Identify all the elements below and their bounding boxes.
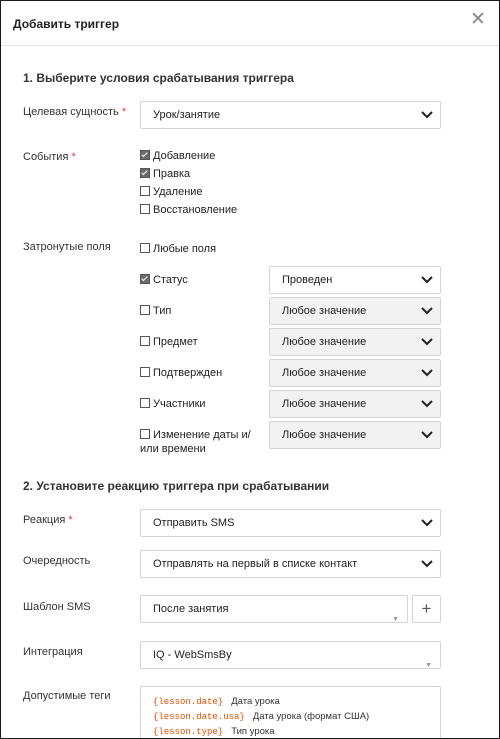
section-2-title: 2. Установите реакцию триггера при срабатывании (23, 479, 330, 493)
field-subject-checkbox[interactable]: Предмет (140, 336, 198, 348)
target-entity-label: Целевая сущность * (23, 106, 127, 118)
event-edit-checkbox[interactable]: Правка (140, 168, 190, 180)
order-label: Очередность (23, 555, 91, 567)
checkbox-box[interactable] (140, 243, 150, 253)
field-confirmed-select[interactable]: Любое значение (269, 359, 441, 387)
integration-label: Интеграция (23, 646, 83, 658)
field-type-select[interactable]: Любое значение (269, 297, 441, 325)
dialog-title: Добавить триггер (13, 17, 120, 31)
chevron-down-icon (421, 400, 433, 408)
checkbox-box[interactable] (140, 398, 150, 408)
tags-label: Допустимые теги (23, 690, 111, 702)
affected-fields-label: Затронутые поля (23, 241, 111, 253)
field-participants-select[interactable]: Любое значение (269, 390, 441, 418)
reaction-select[interactable]: Отправить SMS (140, 509, 441, 537)
field-confirmed-checkbox[interactable]: Подтвержден (140, 367, 222, 379)
sms-template-select[interactable]: После занятия ▼ (140, 595, 408, 623)
tag-item[interactable]: {lesson.date.usa} Дата урока (формат США) (153, 711, 370, 722)
chevron-down-icon (421, 307, 433, 315)
checkbox-box[interactable] (140, 367, 150, 377)
plus-icon: + (421, 599, 432, 618)
small-arrow-icon: ▼ (392, 616, 399, 623)
events-label: События * (23, 151, 76, 163)
checkbox-box[interactable] (140, 186, 150, 196)
checkbox-box[interactable] (140, 429, 150, 439)
small-arrow-icon: ▼ (425, 662, 432, 669)
field-datetime-select[interactable]: Любое значение (269, 421, 441, 449)
checkbox-box[interactable] (140, 204, 150, 214)
tag-item[interactable]: {lesson.type} Тип урока (153, 726, 275, 737)
target-entity-select[interactable]: Урок/занятие (140, 101, 441, 129)
field-status-select[interactable]: Проведен (269, 266, 441, 294)
chevron-down-icon (421, 369, 433, 377)
event-add-checkbox[interactable]: Добавление (140, 150, 215, 162)
close-icon[interactable]: ✕ (470, 9, 486, 30)
order-select[interactable]: Отправлять на первый в списке контакт (140, 550, 441, 578)
section-1-title: 1. Выберите условия срабатывания триггера (23, 71, 294, 85)
chevron-down-icon (421, 276, 433, 284)
field-status-checkbox[interactable]: Статус (140, 274, 188, 286)
sms-template-label: Шаблон SMS (23, 601, 91, 613)
event-delete-checkbox[interactable]: Удаление (140, 186, 203, 198)
chevron-down-icon (421, 431, 433, 439)
field-datetime-checkbox[interactable]: Изменение даты и/ или времени (140, 429, 251, 455)
checkbox-box[interactable] (140, 150, 150, 160)
any-fields-checkbox[interactable]: Любые поля (140, 243, 216, 255)
checkbox-box[interactable] (140, 305, 150, 315)
event-restore-checkbox[interactable]: Восстановление (140, 204, 237, 216)
checkbox-box[interactable] (140, 274, 150, 284)
chevron-down-icon (421, 560, 433, 568)
checkbox-box[interactable] (140, 168, 150, 178)
chevron-down-icon (421, 338, 433, 346)
add-template-button[interactable] (412, 595, 441, 623)
tag-item[interactable]: {lesson.date} Дата урока (153, 696, 280, 707)
chevron-down-icon (421, 519, 433, 527)
reaction-label: Реакция * (23, 514, 73, 526)
integration-select[interactable]: IQ - WebSmsBy ▼ (140, 641, 441, 669)
field-subject-select[interactable]: Любое значение (269, 328, 441, 356)
chevron-down-icon (421, 111, 433, 119)
field-participants-checkbox[interactable]: Участники (140, 398, 206, 410)
dialog-header (1, 1, 499, 46)
checkbox-box[interactable] (140, 336, 150, 346)
tags-list (140, 686, 441, 739)
field-type-checkbox[interactable]: Тип (140, 305, 171, 317)
